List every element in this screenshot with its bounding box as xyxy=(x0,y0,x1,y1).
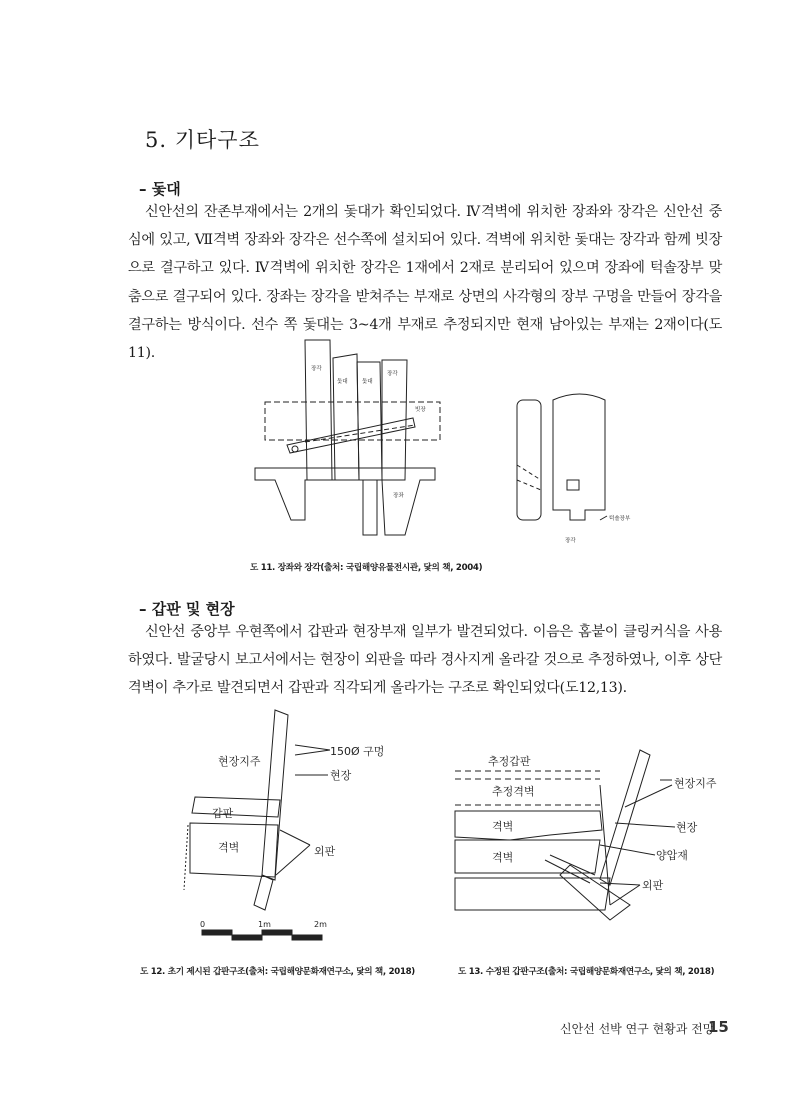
page-number: 15 xyxy=(708,1018,729,1036)
label-oepan: 외판 xyxy=(642,879,664,892)
paragraph-mast: 신안선의 잔존부재에서는 2개의 돛대가 확인되었다. Ⅳ격벽에 위치한 장좌와 장각은 신안선 중심에 있고, Ⅶ격벽 장좌와 장각은 선수쪽에 설치되어 있다. 격벽에 위치한 돛대는 장각과 함께 빗장으로 결구하고 있다. Ⅳ격벽에 위치한 장각은 1재에서 2재로 분리되어 있으며 장좌에 턱솔장부 맞춤으로 결구되어 있다. 장좌는 장각을 받쳐주는 부재로 상면의 사각형의 장부 구멍을 만들어 장각을 결구하는 방식이다. 선수 쪽 돛대는 3~4개 부재로 추정되지만 현재 남아있는 부재는 2재이다(도11). xyxy=(128,204,722,362)
scale-2m: 2m xyxy=(314,920,327,929)
figure-11-caption: 도 11. 장좌와 장각(출처: 국립해양유물전시관, 닻의 책, 2004) xyxy=(250,563,483,573)
label-bitjang: 빗장 xyxy=(415,407,426,413)
figure-13-deck-drawing xyxy=(450,745,725,935)
label-gumeong: 150Ø 구멍 xyxy=(330,745,385,758)
label-janggak: 장각 xyxy=(311,366,322,372)
label-teoksol: 턱솔장부 xyxy=(609,516,631,522)
figure-12-caption: 도 12. 초기 제시된 갑판구조(출처: 국립해양문화재연구소, 닻의 책, 2018) xyxy=(140,967,415,977)
subsection-title-mast: – 돛대 xyxy=(139,180,181,198)
janggak-post xyxy=(305,340,332,480)
label-gyeokbyeok: 격벽 xyxy=(218,841,240,854)
label-dotdae-2: 돛대 xyxy=(362,379,373,385)
running-title: 신안선 선박 연구 현황과 전망 xyxy=(560,1022,715,1036)
label-janggak-2: 장각 xyxy=(387,371,398,377)
label-hyeonjangjiju: 현장지주 xyxy=(674,777,717,790)
label-gappan: 갑판 xyxy=(212,807,234,820)
scale-0: 0 xyxy=(200,920,206,929)
section-title: 5. 기타구조 xyxy=(145,128,260,152)
label-janggak-3: 장각 xyxy=(565,538,576,544)
label-hyeonjang: 현장 xyxy=(330,769,352,782)
label-hyeonjang: 현장 xyxy=(676,821,698,834)
figure-11-mast-drawing xyxy=(245,330,631,550)
hyeonjang-strake xyxy=(262,710,288,880)
subsection-title-deck: – 갑판 및 현장 xyxy=(139,600,235,618)
label-oepan: 외판 xyxy=(314,845,336,858)
label-hyeonjangjiju: 현장지주 xyxy=(218,755,261,768)
label-chujeong-gappan: 추정갑판 xyxy=(488,755,531,768)
figure-12-deck-drawing xyxy=(180,705,410,950)
mast-post-1 xyxy=(333,354,359,480)
label-dotdae-1: 돛대 xyxy=(337,379,348,385)
paragraph-deck: 신안선 중앙부 우현쪽에서 갑판과 현장부재 일부가 발견되었다. 이음은 홈붙이 클링커식을 사용하였다. 발굴당시 보고서에서는 현장이 외판을 따라 경사지게 올라갈 것으로 추정하였나, 이후 상단 격벽이 추가로 발견되면서 갑판과 직각되게 올라가는 구조로 확인되었다(도12,13). xyxy=(128,624,722,697)
hyeonjang-strake xyxy=(600,750,650,885)
label-yangapjae: 양압재 xyxy=(656,849,688,862)
label-chujeong-gyeokbyeok: 추정격벽 xyxy=(492,785,535,798)
label-gyeokbyeok-2: 격벽 xyxy=(492,851,514,864)
label-gyeokbyeok-1: 격벽 xyxy=(492,820,514,833)
figure-13-caption: 도 13. 수정된 갑판구조(출처: 국립해양문화재연구소, 닻의 책, 2018) xyxy=(458,967,715,977)
label-jangjwa: 장좌 xyxy=(393,493,404,499)
scale-1m: 1m xyxy=(258,920,271,929)
